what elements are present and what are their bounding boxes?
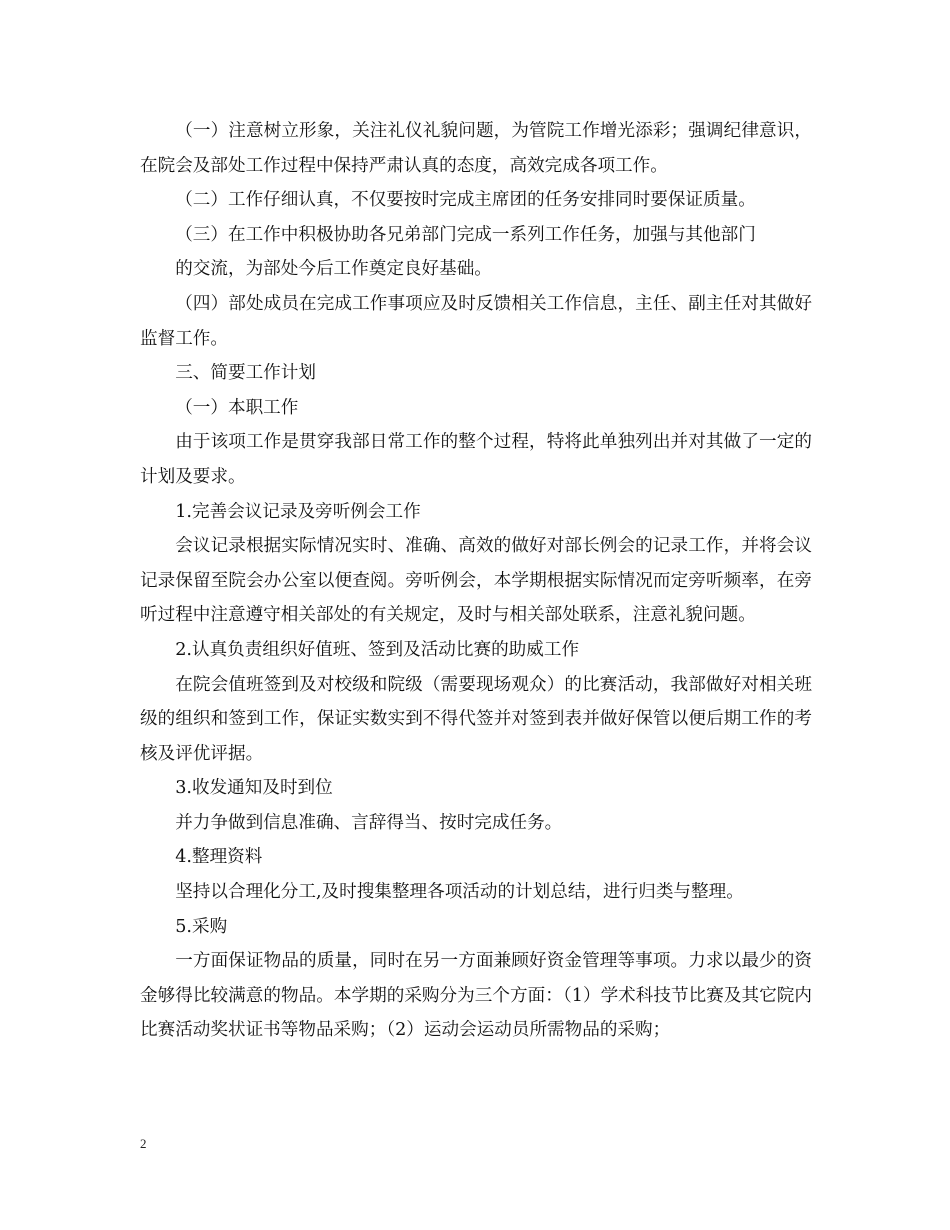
item-heading-2: 2.认真负责组织好值班、签到及活动比赛的助威工作 xyxy=(175,639,580,660)
item-heading-3: 3.收发通知及时到位 xyxy=(175,778,333,799)
paragraph-3: （三）在工作中积极协助各兄弟部门完成一系列工作任务，加强与其他部门 xyxy=(175,224,756,245)
paragraph-16: 坚持以合理化分工,及时搜集整理各项活动的计划总结，进行归类与整理。 xyxy=(175,882,744,903)
section-heading: 三、简要工作计划 xyxy=(175,363,316,384)
paragraph-8: 由于该项工作是贯穿我部日常工作的整个过程，特将此单独列出并对其做了一定的计划及要求。 xyxy=(140,432,812,487)
document-body xyxy=(140,114,812,1048)
page-number: 2 xyxy=(140,1136,147,1151)
paragraph-4: 的交流，为部处今后工作奠定良好基础。 xyxy=(175,259,492,280)
paragraph-2: （二）工作仔细认真，不仅要按时完成主席团的任务安排同时要保证质量。 xyxy=(175,190,756,211)
paragraph-18: 一方面保证物品的质量，同时在另一方面兼顾好资金管理等事项。力求以最少的资金够得比较满意的物品。本学期的采购分为三个方面：（1）学术科技节比赛及其它院内比赛活动奖状证书等物品采购；（2）运动会运动员所需物品的采购； xyxy=(140,951,812,1041)
subsection-heading: （一）本职工作 xyxy=(175,397,299,418)
paragraph-1: （一）注意树立形象，关注礼仪礼貌问题，为管院工作增光添彩；强调纪律意识，在院会及部处工作过程中保持严肃认真的态度，高效完成各项工作。 xyxy=(140,121,812,176)
paragraph-14: 并力争做到信息准确、言辞得当、按时完成任务。 xyxy=(175,812,563,833)
item-heading-4: 4.整理资料 xyxy=(175,847,263,868)
paragraph-5: （四）部处成员在完成工作事项应及时反馈相关工作信息，主任、副主任对其做好监督工作。 xyxy=(140,293,812,349)
item-heading-5: 5.采购 xyxy=(175,916,228,937)
paragraph-12: 在院会值班签到及对校级和院级（需要现场观众）的比赛活动，我部做好对相关班级的组织和签到工作，保证实数实到不得代签并对签到表并做好保管以便后期工作的考核及评优评据。 xyxy=(140,674,812,764)
item-heading-1: 1.完善会议记录及旁听例会工作 xyxy=(175,501,421,522)
paragraph-10: 会议记录根据实际情况实时、准确、高效的做好对部长例会的记录工作，并将会议记录保留至院会办公室以便查阅。旁听例会，本学期根据实际情况而定旁听频率，在旁听过程中注意遵守相关部处的有关规定，及时与相关部处联系，注意礼貌问题。 xyxy=(140,536,812,626)
